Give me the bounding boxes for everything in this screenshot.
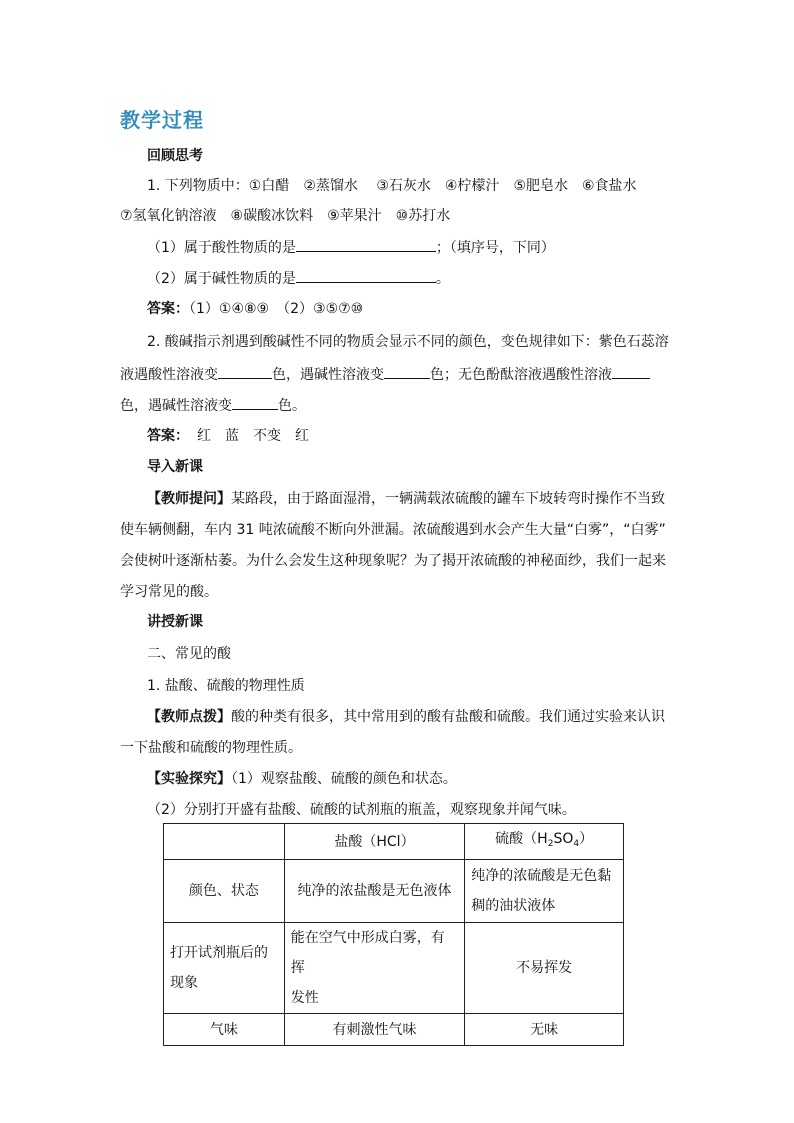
row-label-open-bottle: 打开试剂瓶后的 现象: [164, 923, 285, 1014]
intro-text: 某路段，由于路面湿滑，一辆满载浓硫酸的罐车下坡转弯时操作不当致: [231, 491, 665, 507]
intro-line-1: [147, 489, 665, 509]
answer-1-text: （1）①④⑧⑨ （2）③⑤⑦⑩: [189, 301, 364, 317]
question-2-line-3: [120, 395, 306, 416]
q1-sub1-prefix: （1）属于酸性物质的是: [147, 240, 296, 256]
cell-h2so4-color-state: 纯净的浓硫酸是无色黏 稠的油状液体: [465, 860, 624, 923]
answer-blank[interactable]: [612, 364, 650, 379]
intro-line-2: 使车辆侧翻，车内 31 吨浓硫酸不断向外泄漏。浓硫酸遇到水会产生大量“白雾”，“白雾”: [120, 522, 666, 538]
experiment-line-2: （2）分别打开盛有盐酸、硫酸的试剂瓶的瓶盖，观察现象并闻气味。: [147, 802, 576, 818]
answer-blank[interactable]: [296, 237, 436, 252]
experiment-text: （1）观察盐酸、硫酸的颜色和状态。: [231, 771, 457, 787]
teacher-question-label: 【教师提问】: [147, 491, 231, 507]
q1-sub2-prefix: （2）属于碱性物质的是: [147, 271, 296, 287]
answer-blank[interactable]: [296, 268, 436, 283]
cell-h2so4-smell: 无味: [465, 1014, 624, 1046]
header-hcl: 盐酸（HCl）: [284, 824, 465, 860]
answer-2: [147, 426, 309, 446]
cell-hcl-color-state: 纯净的浓盐酸是无色液体: [284, 860, 465, 923]
q2-text: 色；无色酚酞溶液遇酸性溶液: [430, 367, 612, 383]
tip-text: 酸的种类有很多，其中常用到的酸有盐酸和硫酸。我们通过实验来认识: [231, 709, 665, 725]
question-2-line-2: [120, 364, 650, 385]
lecture-heading: 讲授新课: [147, 614, 203, 630]
answer-blank[interactable]: [232, 395, 278, 410]
intro-line-4: 学习常见的酸。: [120, 584, 218, 600]
table-header-row: [164, 824, 624, 860]
row-label-smell: 气味: [164, 1014, 285, 1046]
acid-properties-table: [163, 823, 624, 1046]
question-1-sub-2: [147, 268, 450, 289]
answer-blank[interactable]: [384, 364, 430, 379]
subsection-heading: 1. 盐酸、硫酸的物理性质: [147, 678, 305, 694]
answer-1: [147, 299, 363, 319]
review-heading: 回顾思考: [147, 148, 203, 164]
q2-text: 色，遇碱性溶液变: [272, 367, 384, 383]
cell-hcl-smell: 有刺激性气味: [284, 1014, 465, 1046]
answer-label: 答案：: [147, 428, 189, 444]
row-label-color-state: 颜色、状态: [164, 860, 285, 923]
experiment-line-1: [147, 769, 457, 789]
intro-heading: 导入新课: [147, 459, 203, 475]
q2-text: 色，遇碱性溶液变: [120, 398, 232, 414]
question-1-line-2: ⑦氢氧化钠溶液 ⑧碳酸冰饮料 ⑨苹果汁 ⑩苏打水: [120, 208, 451, 224]
table-row: [164, 923, 624, 1014]
teacher-tip-label: 【教师点拨】: [147, 709, 231, 725]
header-h2so4: 硫酸$(H_2SO_4)$: [465, 824, 624, 860]
q1-sub1-suffix: ；（填序号，下同）: [435, 240, 555, 256]
question-2-line-1: 2. 酸碱指示剂遇到酸碱性不同的物质会显示不同的颜色，变色规律如下：紫色石蕊溶: [147, 334, 669, 350]
q2-text: 色。: [278, 398, 306, 414]
cell-h2so4-open-bottle: 不易挥发: [465, 923, 624, 1014]
answer-label: 答案：: [147, 301, 189, 317]
experiment-label: 【实验探究】: [147, 771, 231, 787]
table-row: [164, 860, 624, 923]
section-title: 教学过程: [120, 108, 204, 132]
question-1-line-1: 1. 下列物质中：①白醋 ②蒸馏水 ③石灰水 ④柠檬汁 ⑤肥皂水 ⑥食盐水: [147, 178, 637, 194]
q2-text: 液遇酸性溶液变: [120, 367, 218, 383]
teacher-tip-line-2: 一下盐酸和硫酸的物理性质。: [120, 740, 302, 756]
teacher-tip-line-1: [147, 707, 665, 727]
table-corner-cell: [164, 824, 285, 860]
q1-sub2-suffix: 。: [435, 271, 450, 287]
answer-blank[interactable]: [218, 364, 272, 379]
table-row: [164, 1014, 624, 1046]
answer-2-text: 红 蓝 不变 红: [197, 428, 309, 444]
question-1-sub-1: [147, 237, 555, 258]
intro-line-3: 会使树叶逐渐枯萎。为什么会发生这种现象呢？为了揭开浓硫酸的神秘面纱，我们一起来: [120, 553, 666, 569]
section-heading: 二、常见的酸: [147, 646, 231, 662]
cell-hcl-open-bottle: 能在空气中形成白雾，有挥 发性: [284, 923, 465, 1014]
